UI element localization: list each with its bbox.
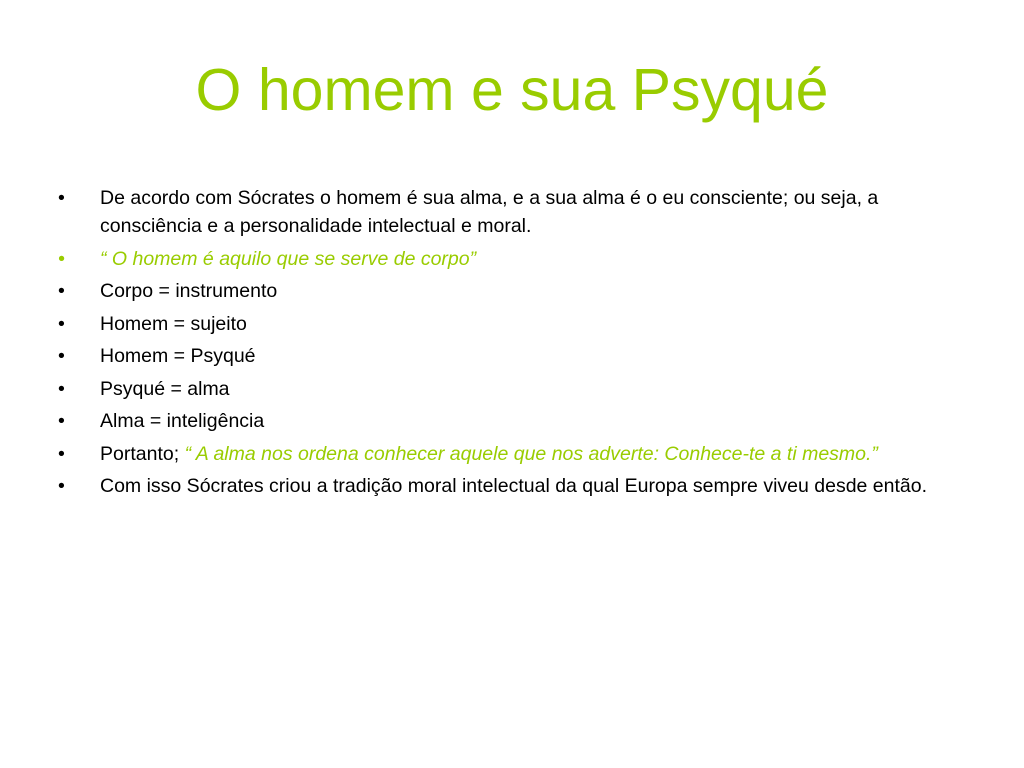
item-text: Psyqué = alma — [100, 377, 230, 400]
list-item — [56, 342, 956, 370]
list-item-quote — [56, 245, 956, 273]
item-text: De acordo com Sócrates o homem é sua alma, e a sua alma é o eu consciente; ou seja, a consciência e a personalidade intelectual e moral. — [100, 187, 879, 237]
bullet-icon: • — [58, 312, 65, 335]
list-item — [56, 472, 956, 500]
item-text: Com isso Sócrates criou a tradição moral intelectual da qual Europa sempre viveu desde então. — [100, 475, 928, 497]
item-text: Homem = Psyqué — [100, 345, 256, 367]
bullet-icon: • — [58, 475, 65, 497]
list-item — [56, 407, 956, 435]
item-quote: “ A alma nos ordena conhecer aquele que nos adverte: Conhece-te a ti mesmo.” — [184, 442, 878, 465]
slide-title: O homem e sua Psyqué — [195, 57, 829, 123]
bullet-icon: • — [58, 280, 65, 302]
item-quote: “ O homem é aquilo que se serve de corpo” — [100, 247, 477, 270]
list-item — [56, 375, 956, 403]
bullet-icon: • — [58, 377, 65, 400]
list-item — [56, 277, 956, 305]
bullet-icon: • — [58, 410, 65, 432]
bullet-icon: • — [58, 345, 65, 367]
bullet-list — [56, 184, 956, 505]
item-text: Corpo = instrumento — [100, 280, 278, 302]
list-item — [56, 440, 956, 468]
bullet-icon: • — [58, 442, 65, 465]
list-item — [56, 184, 956, 240]
bullet-icon: • — [58, 187, 65, 209]
item-text: Homem = sujeito — [100, 312, 247, 335]
bullet-icon: • — [58, 247, 65, 270]
list-item — [56, 310, 956, 338]
item-text: Alma = inteligência — [100, 410, 265, 432]
item-text: Portanto; — [100, 442, 185, 465]
